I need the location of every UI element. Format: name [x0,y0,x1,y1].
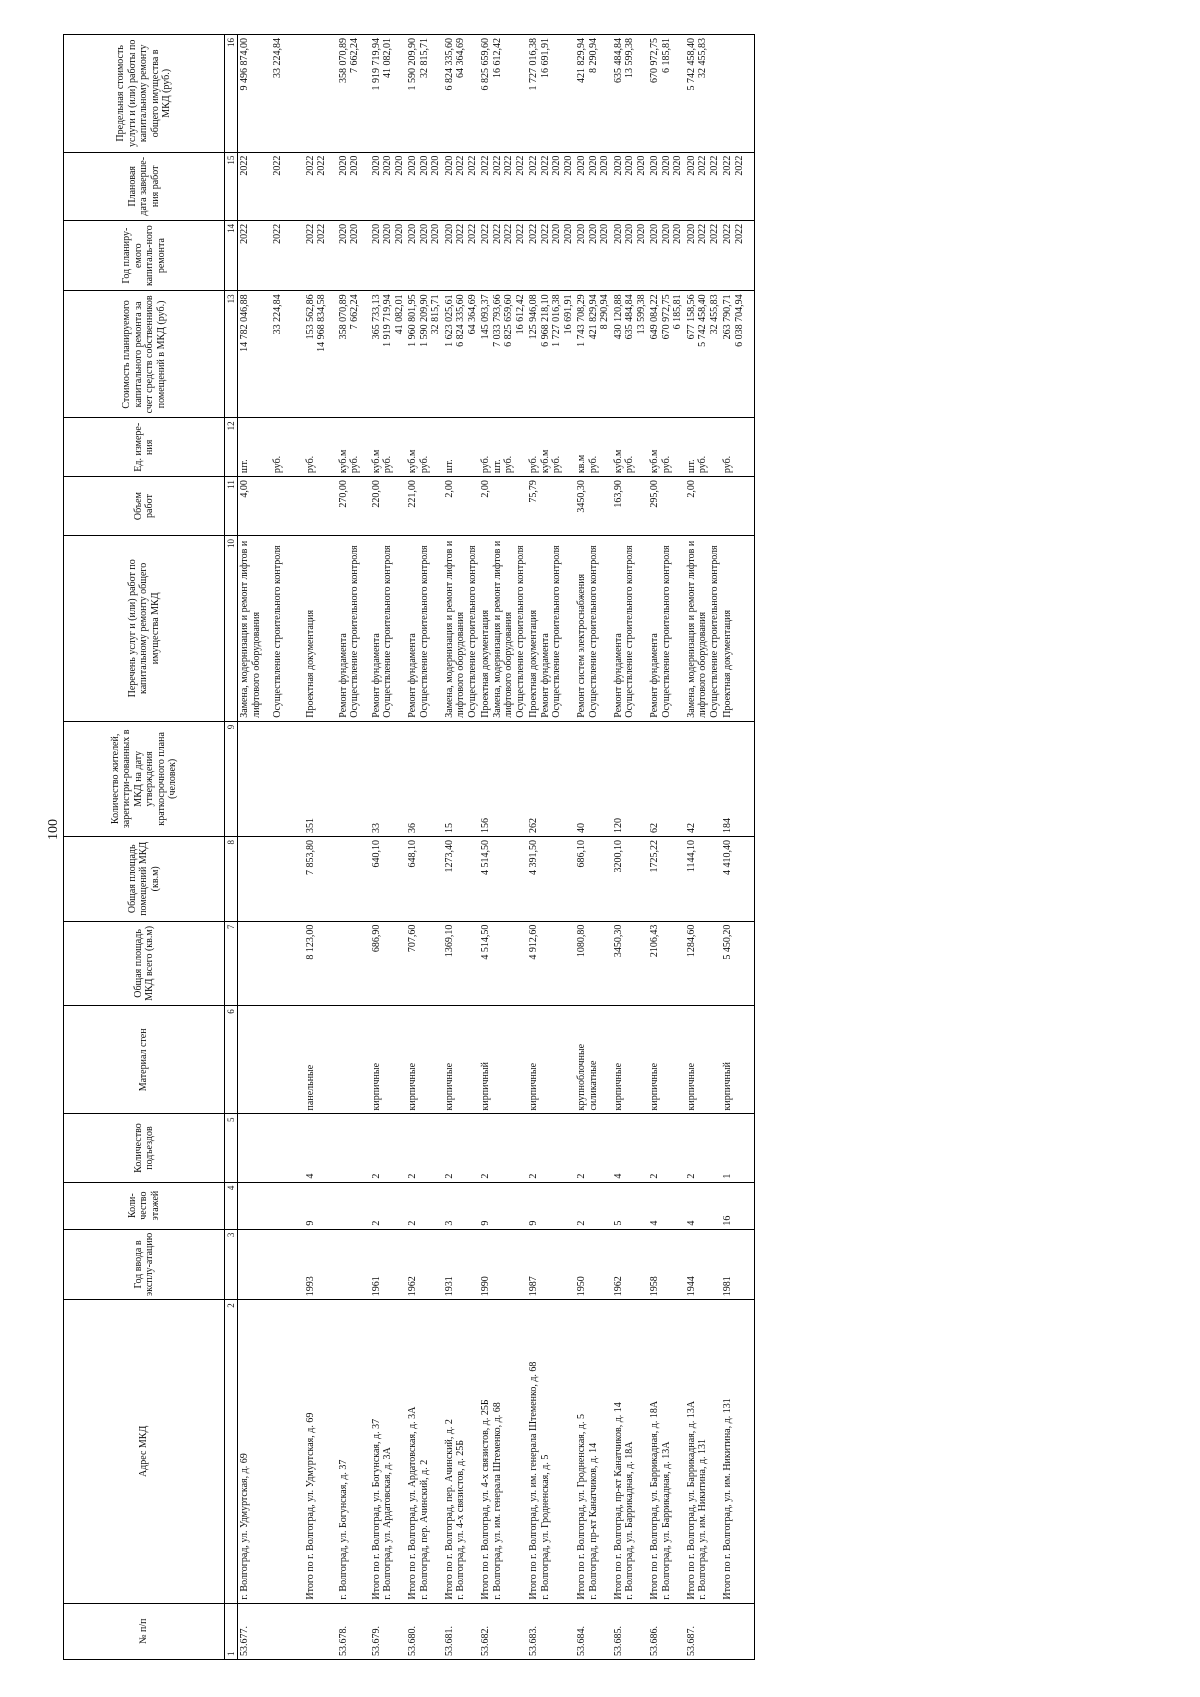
completion-year-cell: 2020 2020 2020 [406,152,443,220]
row-number: 53.685. [612,1603,649,1659]
premises-area-cell: 686,10 [575,836,612,921]
limit-cost-cell: 1 919 719,94 41 082,01 [370,35,407,153]
year-built-cell: 1931 [443,1229,480,1300]
premises-area-cell: 4 514,50 [479,836,527,921]
premises-area-cell: 1725,22 [648,836,685,921]
wall-material-cell [337,1006,370,1114]
work-type-cell: Ремонт фундамента Осуществление строительного контроля [648,535,685,721]
planned-year-cell: 2020 2020 2020 [406,220,443,291]
table-body [238,35,755,1660]
entrances-cell: 4 [612,1114,649,1182]
col-header: Год планиру-емого капиталь-ного ремонта [64,220,225,291]
entrances-cell: 2 [370,1114,407,1182]
entrances-cell: 2 [685,1114,722,1182]
wall-material-cell: кирпичные [443,1006,480,1114]
rotated-table-sheet [63,34,1187,1660]
unit-cell: руб. куб.м руб. [527,418,575,477]
address-cell: г. Волгоград, ул. Богунская, д. 37 [337,1300,370,1603]
work-type-cell: Ремонт фундамента Осуществление строительного контроля [612,535,649,721]
header-row [64,35,225,1660]
limit-cost-cell [304,35,337,153]
total-area-cell: 1284,60 [685,921,722,1006]
row-number: 53.677. [238,1603,271,1659]
limit-cost-cell: 5 742 458,40 32 455,83 [685,35,722,153]
col-header: Стоимость планируемого капитального ремонта за счет средств собственников помещений в МКД (руб.) [64,291,225,418]
total-area-cell: 4 514,50 [479,921,527,1006]
volume-cell [304,477,337,536]
row-number [721,1603,754,1659]
premises-area-cell: 1144,10 [685,836,722,921]
col-number: 5 [225,1114,238,1182]
col-number: 6 [225,1006,238,1114]
entrances-cell: 2 [406,1114,443,1182]
unit-cell: руб. [721,418,754,477]
col-header: Год ввода в эксплу-атацию [64,1229,225,1300]
wall-material-cell: панельные [304,1006,337,1114]
completion-year-cell: 2022 [271,152,304,220]
completion-year-cell: 2022 2022 [721,152,754,220]
planned-year-cell: 2020 2020 [337,220,370,291]
completion-year-cell: 2022 2022 [304,152,337,220]
col-number: 16 [225,35,238,153]
col-header: Общая площадь помещений МКД (кв.м) [64,836,225,921]
residents-cell: 156 [479,721,527,836]
work-type-cell: Проектная документация Ремонт фундамента Осуществление строительного контроля [527,535,575,721]
table-row [304,35,337,1660]
col-number: 4 [225,1182,238,1229]
col-header: Плановая дата заверше-ния работ [64,152,225,220]
unit-cell: шт. [238,418,271,477]
entrances-cell [337,1114,370,1182]
limit-cost-cell [721,35,754,153]
capital-repair-table [63,34,755,1660]
col-number: 15 [225,152,238,220]
row-number: 53.687. [685,1603,722,1659]
work-type-cell: Осуществление строительного контроля [271,535,304,721]
table-row [479,35,527,1660]
work-type-cell: Замена, модернизация и ремонт лифтов и лифтового оборудования Осуществление строительного контроля [685,535,722,721]
completion-year-cell: 2020 2022 2022 [443,152,480,220]
premises-area-cell: 4 410,40 [721,836,754,921]
unit-cell: шт. [443,418,480,477]
entrances-cell: 2 [575,1114,612,1182]
planned-year-cell: 2022 [238,220,271,291]
total-area-cell: 1369,10 [443,921,480,1006]
floors-cell: 9 [479,1182,527,1229]
floors-cell: 2 [575,1182,612,1229]
premises-area-cell: 7 853,80 [304,836,337,921]
entrances-cell: 2 [443,1114,480,1182]
residents-cell: 33 [370,721,407,836]
total-area-cell: 8 123,00 [304,921,337,1006]
total-area-cell: 686,90 [370,921,407,1006]
premises-area-cell: 4 391,50 [527,836,575,921]
floors-cell: 4 [648,1182,685,1229]
volume-cell: 3450,30 [575,477,612,536]
cost-cell: 263 790,71 6 038 704,94 [721,291,754,418]
floors-cell [238,1182,271,1229]
table-row [648,35,685,1660]
col-header: Перечень услуг и (или) работ по капитальному ремонту общего имущества МКД [64,535,225,721]
entrances-cell [238,1114,271,1182]
premises-area-cell: 648,10 [406,836,443,921]
address-cell [271,1300,304,1603]
unit-cell: руб. шт. руб. [479,418,527,477]
total-area-cell [271,921,304,1006]
residents-cell [337,721,370,836]
table-row [685,35,722,1660]
unit-cell: куб.м руб. [648,418,685,477]
residents-cell: 184 [721,721,754,836]
premises-area-cell [271,836,304,921]
table-row [721,35,754,1660]
residents-cell [238,721,271,836]
year-built-cell: 1961 [370,1229,407,1300]
volume-cell: 75,79 [527,477,575,536]
col-number: 8 [225,836,238,921]
premises-area-cell [337,836,370,921]
volume-cell: 221,00 [406,477,443,536]
unit-cell: куб.м руб. [612,418,649,477]
floors-cell [337,1182,370,1229]
limit-cost-cell: 635 484,84 13 599,38 [612,35,649,153]
planned-year-cell: 2020 2020 2020 [370,220,407,291]
cost-cell: 358 070,89 7 662,24 [337,291,370,418]
total-area-cell: 1080,80 [575,921,612,1006]
address-cell: Итого по г. Волгоград, ул. им. генерала Штеменко, д. 68 г. Волгоград, ул. Гродненская, д. 5 [527,1300,575,1603]
col-header: Общая площадь МКД всего (кв.м) [64,921,225,1006]
unit-cell: куб.м руб. [406,418,443,477]
cost-cell: 153 562,86 14 968 834,58 [304,291,337,418]
work-type-cell: Ремонт фундамента Осуществление строительного контроля [337,535,370,721]
work-type-cell: Ремонт систем электроснабжения Осуществление строительного контроля [575,535,612,721]
year-built-cell [271,1229,304,1300]
residents-cell: 62 [648,721,685,836]
completion-year-cell: 2022 [238,152,271,220]
unit-cell: руб. [271,418,304,477]
col-number: 14 [225,220,238,291]
cost-cell: 430 120,88 635 484,84 13 599,38 [612,291,649,418]
limit-cost-cell: 1 590 209,90 32 815,71 [406,35,443,153]
cost-cell: 365 733,13 1 919 719,94 41 082,01 [370,291,407,418]
address-cell: Итого по г. Волгоград, ул. им. Никитина, д. 131 [721,1300,754,1603]
floors-cell: 4 [685,1182,722,1229]
col-header: Предельная стоимость услуги и (или) работы по капитальному ремонту общего имущества в МКД (руб.) [64,35,225,153]
col-number: 7 [225,921,238,1006]
row-number: 53.682. [479,1603,527,1659]
col-number: 1 [225,1603,238,1659]
year-built-cell: 1962 [406,1229,443,1300]
address-cell: г. Волгоград, ул. Удмуртская, д. 69 [238,1300,271,1603]
col-header: Количество жителей, зарегистри-рованных в МКД на дату утверждения краткосрочного плана (человек) [64,721,225,836]
wall-material-cell: кирпичные [406,1006,443,1114]
col-header: Ед. измере-ния [64,418,225,477]
wall-material-cell: кирпичные [527,1006,575,1114]
residents-cell [271,721,304,836]
address-cell: Итого по г. Волгоград, ул. Удмуртская, д. 69 [304,1300,337,1603]
year-built-cell: 1993 [304,1229,337,1300]
completion-year-cell: 2020 2020 [337,152,370,220]
col-header: Материал стен [64,1006,225,1114]
total-area-cell [238,921,271,1006]
col-number: 2 [225,1300,238,1603]
planned-year-cell: 2020 2022 2022 [443,220,480,291]
completion-year-cell: 2022 2022 2022 2022 [479,152,527,220]
floors-cell: 16 [721,1182,754,1229]
address-cell: Итого по г. Волгоград, ул. Богунская, д. 37 г. Волгоград, ул. Ардатовская, д. 3А [370,1300,407,1603]
table-row [337,35,370,1660]
col-header: Объем работ [64,477,225,536]
cost-cell: 125 946,08 6 968 218,10 1 727 016,38 16 691,91 [527,291,575,418]
floors-cell: 2 [370,1182,407,1229]
volume-cell: 295,00 [648,477,685,536]
row-number: 53.678. [337,1603,370,1659]
planned-year-cell: 2020 2020 2020 [575,220,612,291]
year-built-cell: 1958 [648,1229,685,1300]
volume-cell: 270,00 [337,477,370,536]
cost-cell: 677 158,56 5 742 458,40 32 455,83 [685,291,722,418]
cost-cell: 1 623 025,61 6 824 335,60 64 364,69 [443,291,480,418]
row-number: 53.686. [648,1603,685,1659]
floors-cell [271,1182,304,1229]
wall-material-cell [271,1006,304,1114]
col-number: 11 [225,477,238,536]
cost-cell: 649 084,22 670 972,75 6 185,81 [648,291,685,418]
completion-year-cell: 2022 2022 2020 2020 [527,152,575,220]
entrances-cell: 4 [304,1114,337,1182]
work-type-cell: Проектная документация [304,535,337,721]
completion-year-cell: 2020 2020 2020 [575,152,612,220]
col-header: № п/п [64,1603,225,1659]
col-number: 10 [225,535,238,721]
limit-cost-cell: 358 070,89 7 662,24 [337,35,370,153]
work-type-cell: Замена, модернизация и ремонт лифтов и лифтового оборудования [238,535,271,721]
work-type-cell: Ремонт фундамента Осуществление строительного контроля [370,535,407,721]
row-number [271,1603,304,1659]
table-row [575,35,612,1660]
row-number: 53.684. [575,1603,612,1659]
wall-material-cell: кирпичные [370,1006,407,1114]
completion-year-cell: 2020 2020 2020 [612,152,649,220]
floors-cell: 3 [443,1182,480,1229]
wall-material-cell: кирпичный [721,1006,754,1114]
total-area-cell: 2106,43 [648,921,685,1006]
work-type-cell: Проектная документация Замена, модернизация и ремонт лифтов и лифтового оборудования Осуществление строительного контроля [479,535,527,721]
table-row [370,35,407,1660]
table-row [271,35,304,1660]
table-row [238,35,271,1660]
row-number: 53.681. [443,1603,480,1659]
cost-cell: 1 743 708,29 421 829,94 8 290,94 [575,291,612,418]
unit-cell: кв.м руб. [575,418,612,477]
entrances-cell [271,1114,304,1182]
volume-cell: 163,90 [612,477,649,536]
total-area-cell: 4 912,60 [527,921,575,1006]
entrances-cell: 2 [648,1114,685,1182]
year-built-cell: 1990 [479,1229,527,1300]
col-header: Адрес МКД [64,1300,225,1603]
residents-cell: 40 [575,721,612,836]
unit-cell: куб.м руб. [370,418,407,477]
residents-cell: 351 [304,721,337,836]
limit-cost-cell: 670 972,75 6 185,81 [648,35,685,153]
entrances-cell: 2 [527,1114,575,1182]
cost-cell: 14 782 046,88 [238,291,271,418]
unit-cell: руб. [304,418,337,477]
wall-material-cell: кирпичные [685,1006,722,1114]
row-number: 53.683. [527,1603,575,1659]
cost-cell: 33 224,84 [271,291,304,418]
floors-cell: 5 [612,1182,649,1229]
completion-year-cell: 2020 2020 2020 [370,152,407,220]
limit-cost-cell: 9 496 874,00 [238,35,271,153]
page-number: 100 [46,819,61,840]
row-number [304,1603,337,1659]
address-cell: Итого по г. Волгоград, ул. Баррикадная, д. 13А г. Волгоград, ул. им. Никитина, д. 131 [685,1300,722,1603]
address-cell: Итого по г. Волгоград, пер. Ачинский, д. 2 г. Волгоград, ул. 4-х связистов, д. 25Б [443,1300,480,1603]
floors-cell: 2 [406,1182,443,1229]
limit-cost-cell: 421 829,94 8 290,94 [575,35,612,153]
address-cell: Итого по г. Волгоград, пр-кт Канатчиков, д. 14 г. Волгоград, ул. Баррикадная, д. 18А [612,1300,649,1603]
planned-year-cell: 2022 2022 2020 2020 [527,220,575,291]
column-number-row [225,35,238,1660]
col-header: Количество подъездов [64,1114,225,1182]
wall-material-cell: крупноблочные силикатные [575,1006,612,1114]
completion-year-cell: 2020 2022 2022 [685,152,722,220]
entrances-cell: 1 [721,1114,754,1182]
col-header: Коли-чество этажей [64,1182,225,1229]
unit-cell: куб.м руб. [337,418,370,477]
premises-area-cell: 1273,40 [443,836,480,921]
limit-cost-cell: 33 224,84 [271,35,304,153]
volume-cell: 2,00 [685,477,722,536]
work-type-cell: Проектная документация [721,535,754,721]
address-cell: Итого по г. Волгоград, ул. Гродненская, д. 5 г. Волгоград, пр-кт Канатчиков, д. 14 [575,1300,612,1603]
volume-cell: 4,00 [238,477,271,536]
table-row [612,35,649,1660]
residents-cell: 120 [612,721,649,836]
planned-year-cell: 2020 2022 2022 [685,220,722,291]
table-row [527,35,575,1660]
col-number: 13 [225,291,238,418]
planned-year-cell: 2022 2022 2022 2022 [479,220,527,291]
planned-year-cell: 2022 2022 [721,220,754,291]
year-built-cell: 1950 [575,1229,612,1300]
address-cell: Итого по г. Волгоград, ул. Баррикадная, д. 18А г. Волгоград, ул. Баррикадная, д. 13А [648,1300,685,1603]
year-built-cell: 1987 [527,1229,575,1300]
limit-cost-cell: 6 824 335,60 64 364,69 [443,35,480,153]
col-number: 9 [225,721,238,836]
cost-cell: 1 960 801,95 1 590 209,90 32 815,71 [406,291,443,418]
entrances-cell: 2 [479,1114,527,1182]
year-built-cell [337,1229,370,1300]
year-built-cell: 1981 [721,1229,754,1300]
volume-cell [271,477,304,536]
planned-year-cell: 2020 2020 2020 [648,220,685,291]
planned-year-cell: 2022 2022 [304,220,337,291]
residents-cell: 262 [527,721,575,836]
volume-cell: 2,00 [479,477,527,536]
row-number: 53.679. [370,1603,407,1659]
cost-cell: 145 093,37 7 033 793,66 6 825 659,60 16 612,42 [479,291,527,418]
residents-cell: 36 [406,721,443,836]
unit-cell: шт. руб. [685,418,722,477]
year-built-cell: 1962 [612,1229,649,1300]
total-area-cell [337,921,370,1006]
volume-cell [721,477,754,536]
col-number: 12 [225,418,238,477]
address-cell: Итого по г. Волгоград, ул. 4-х связистов, д. 25Б г. Волгоград, ул. им. генерала Штеменко, д. 68 [479,1300,527,1603]
year-built-cell: 1944 [685,1229,722,1300]
table-row [406,35,443,1660]
total-area-cell: 5 450,20 [721,921,754,1006]
table-row [443,35,480,1660]
wall-material-cell: кирпичный [479,1006,527,1114]
planned-year-cell: 2020 2020 2020 [612,220,649,291]
total-area-cell: 707,60 [406,921,443,1006]
wall-material-cell: кирпичные [648,1006,685,1114]
premises-area-cell [238,836,271,921]
wall-material-cell [238,1006,271,1114]
volume-cell: 2,00 [443,477,480,536]
premises-area-cell: 640,10 [370,836,407,921]
work-type-cell: Замена, модернизация и ремонт лифтов и лифтового оборудования Осуществление строительного контроля [443,535,480,721]
row-number: 53.680. [406,1603,443,1659]
completion-year-cell: 2020 2020 2020 [648,152,685,220]
limit-cost-cell: 6 825 659,60 16 612,42 [479,35,527,153]
year-built-cell [238,1229,271,1300]
planned-year-cell: 2022 [271,220,304,291]
premises-area-cell: 3200,10 [612,836,649,921]
floors-cell: 9 [527,1182,575,1229]
residents-cell: 42 [685,721,722,836]
floors-cell: 9 [304,1182,337,1229]
work-type-cell: Ремонт фундамента Осуществление строительного контроля [406,535,443,721]
residents-cell: 15 [443,721,480,836]
volume-cell: 220,00 [370,477,407,536]
wall-material-cell: кирпичные [612,1006,649,1114]
address-cell: Итого по г. Волгоград, ул. Ардатовская, д. 3А г. Волгоград, пер. Ачинский, д. 2 [406,1300,443,1603]
col-number: 3 [225,1229,238,1300]
total-area-cell: 3450,30 [612,921,649,1006]
limit-cost-cell: 1 727 016,38 16 691,91 [527,35,575,153]
